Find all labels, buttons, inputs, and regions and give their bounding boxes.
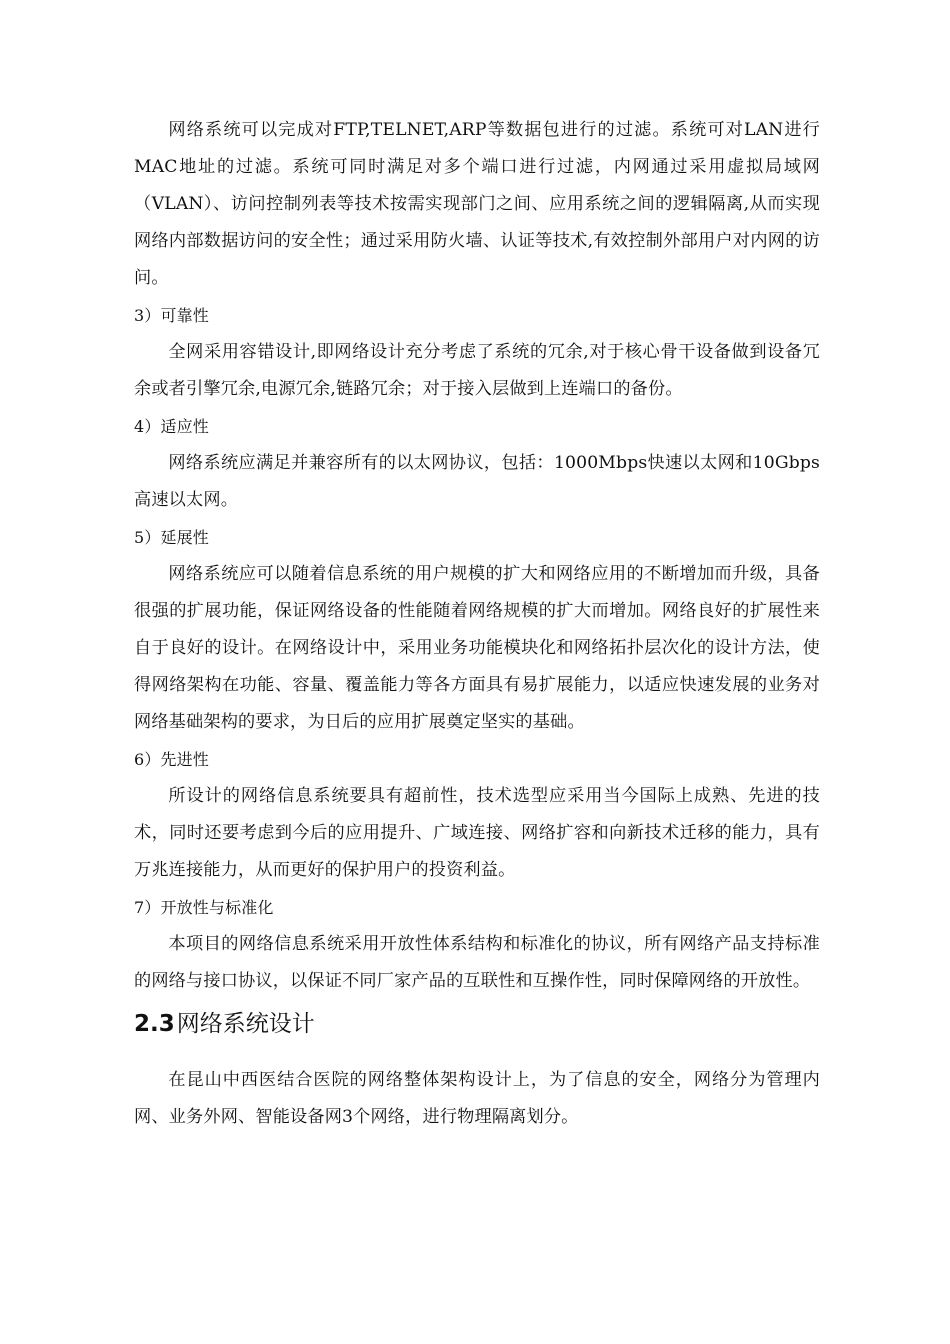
item-heading-reliability: 3）可靠性 [134,306,209,325]
paragraph-openness: 本项目的网络信息系统采用开放性体系结构和标准化的协议，所有网络产品支持标准的网络与接口协议，以保证不同厂家产品的互联性和互操作性，同时保障网络的开放性。 [134,934,820,991]
section-heading [134,1000,820,1052]
paragraph-security-filtering: 网络系统可以完成对FTP,TELNET,ARP等数据包进行的过滤。系统可对LAN进行MAC地址的过滤。系统可同时满足对多个端口进行过滤，内网通过采用虚拟局域网（VLAN）、访问控制列表等技术按需实现部门之间、应用系统之间的逻辑隔离,从而实现网络内部数据访问的安全性；通过采用防火墙、认证等技术,有效控制外部用户对内网的访问。 [134,120,820,288]
paragraph-reliability: 全网采用容错设计,即网络设计充分考虑了系统的冗余,对于核心骨干设备做到设备冗余或者引擎冗余,电源冗余,链路冗余；对于接入层做到上连端口的备份。 [134,342,820,399]
item-heading-advancement: 6）先进性 [134,750,209,769]
document-page [134,112,820,1136]
paragraph-extensibility: 网络系统应可以随着信息系统的用户规模的扩大和网络应用的不断增加而升级，具备很强的扩展功能，保证网络设备的性能随着网络规模的扩大而增加。网络良好的扩展性来自于良好的设计。在网络设计中，采用业务功能模块化和网络拓扑层次化的设计方法，使得网络架构在功能、容量、覆盖能力等各方面具有易扩展能力，以适应快速发展的业务对网络基础架构的要求，为日后的应用扩展奠定坚实的基础。 [134,564,820,732]
heading-spacer [134,1052,820,1062]
section-title: 网络系统设计 [176,1011,315,1037]
item-heading-extensibility: 5）延展性 [134,528,209,547]
paragraph-adaptability: 网络系统应满足并兼容所有的以太网协议，包括：1000Mbps快速以太网和10Gbps高速以太网。 [134,453,820,510]
item-heading-openness: 7）开放性与标准化 [134,898,274,917]
section-number: 2.3 [134,1011,175,1037]
paragraph-network-design: 在昆山中西医结合医院的网络整体架构设计上，为了信息的安全，网络分为管理内网、业务外网、智能设备网3个网络，进行物理隔离划分。 [134,1070,820,1127]
item-heading-adaptability: 4）适应性 [134,417,209,436]
paragraph-advancement: 所设计的网络信息系统要具有超前性，技术选型应采用当今国际上成熟、先进的技术，同时还要考虑到今后的应用提升、广域连接、网络扩容和向新技术迁移的能力，具有万兆连接能力，从而更好的保护用户的投资利益。 [134,786,820,880]
